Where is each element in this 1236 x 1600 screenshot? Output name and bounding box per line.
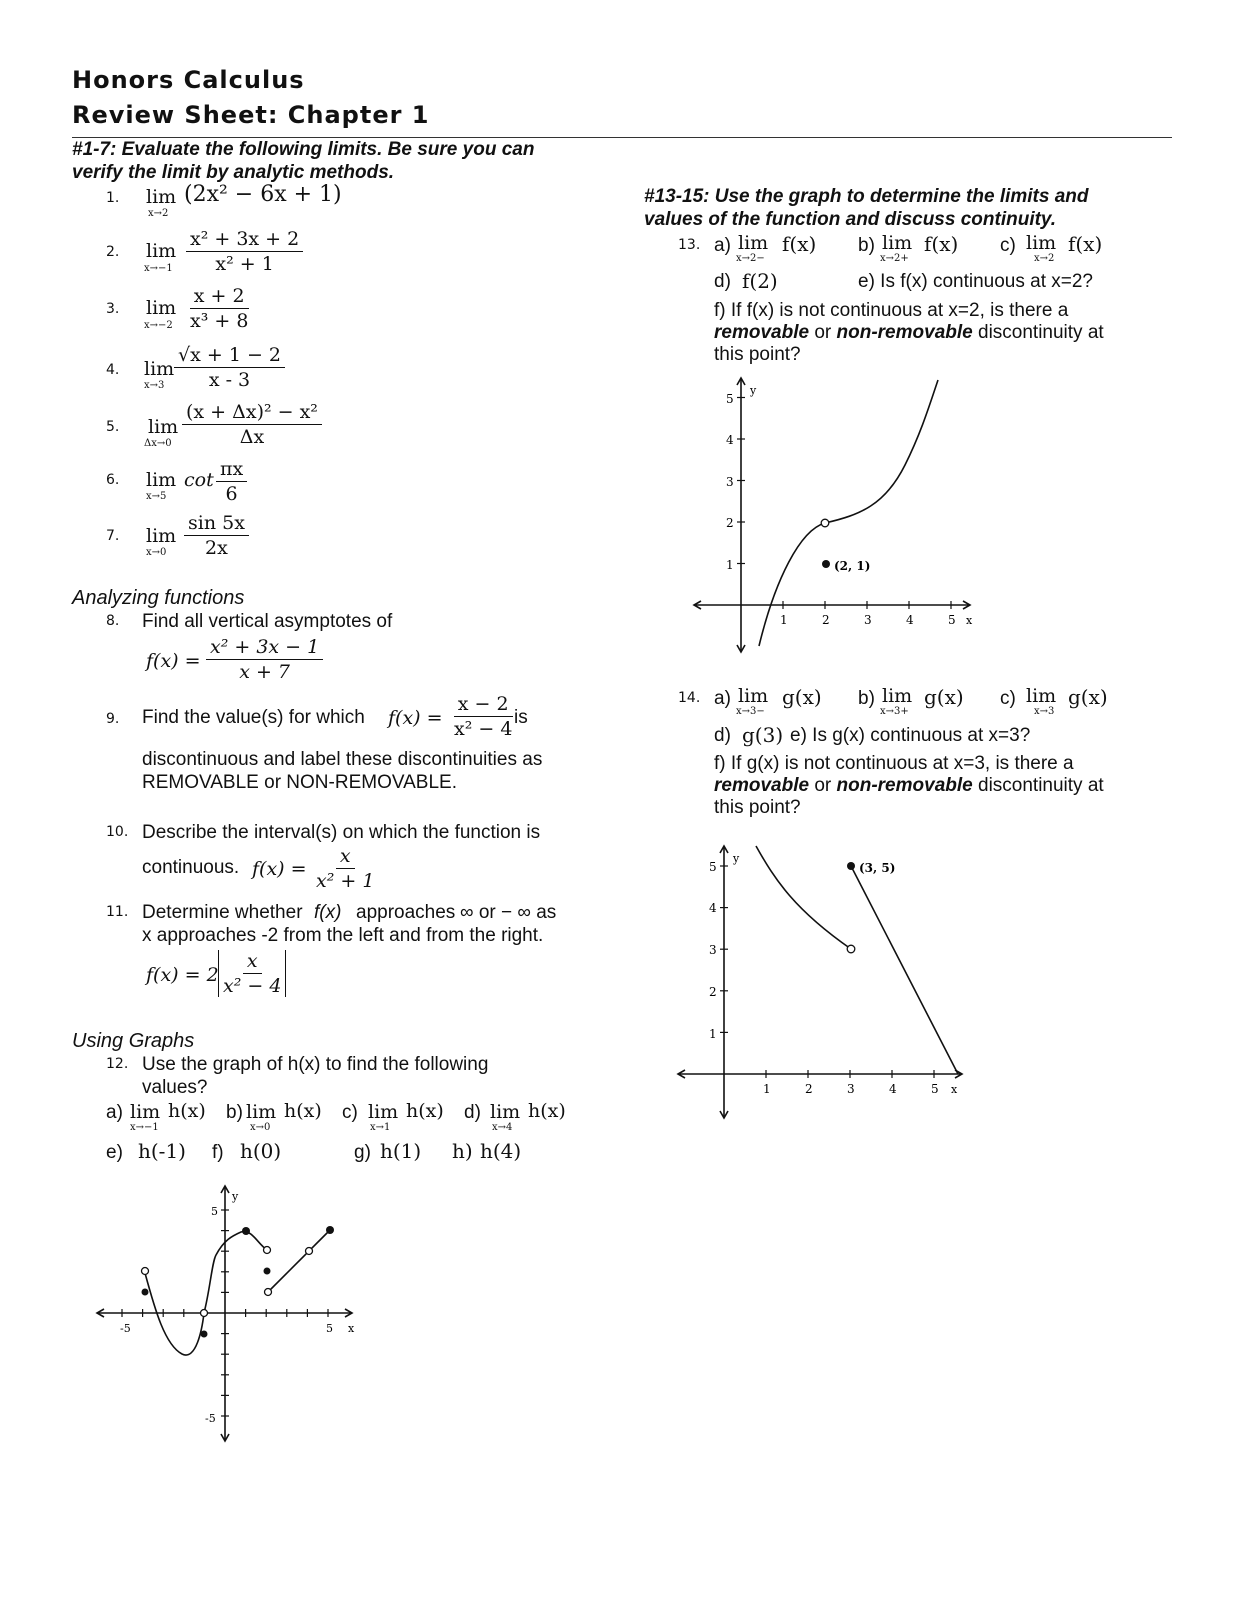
numerator: x² + 3x − 1	[206, 636, 323, 660]
g-curve-left	[756, 846, 851, 949]
denominator: 6	[225, 483, 238, 505]
numerator: x	[243, 950, 262, 974]
lim-subscript: x→2+	[880, 253, 909, 264]
x-tick-label: 3	[847, 1082, 855, 1096]
section1-instructions-line1: #1-7: Evaluate the following limits. Be sure you can	[72, 139, 535, 160]
limit-fraction	[186, 285, 252, 332]
x-tick-label: 2	[822, 613, 830, 627]
problem-text: discontinuous and label these discontinuities as	[142, 749, 543, 770]
y-axis-label: y	[733, 852, 740, 865]
part-label: c)	[1000, 688, 1016, 709]
part-f-text: this point?	[714, 797, 801, 818]
x-tick-label: 2	[805, 1082, 813, 1096]
y-tick-label: 1	[726, 558, 734, 572]
lim-label: lim	[146, 186, 177, 208]
denominator: x² + 1	[316, 870, 375, 892]
function-lhs: f(x) =	[252, 858, 307, 880]
denominator: x + 7	[239, 661, 291, 683]
problem-text: Find the value(s) for which	[142, 707, 365, 728]
limit-fraction	[174, 344, 285, 391]
lim-label: lim	[368, 1101, 399, 1123]
lim-label: lim	[146, 297, 177, 319]
part-label: d)	[714, 725, 731, 746]
limit-fraction	[216, 458, 247, 505]
y-axis-label: y	[232, 1190, 239, 1203]
problem-text: continuous.	[142, 857, 240, 878]
function-expr: h(x)	[528, 1100, 566, 1122]
problem-text: Describe the interval(s) on which the function is	[142, 822, 541, 843]
y-tick-label: 5	[726, 392, 734, 406]
denominator: x² + 1	[215, 253, 274, 275]
x-tick-label: 5	[931, 1082, 939, 1096]
numerator: (x + Δx)² − x²	[182, 401, 322, 425]
lim-subscript: x→0	[250, 1122, 271, 1133]
limit-fraction	[186, 228, 303, 275]
closed-point	[142, 1289, 149, 1296]
closed-point	[264, 1268, 271, 1275]
lim-label: lim	[146, 469, 177, 491]
lim-subscript: x→3−	[736, 706, 765, 717]
non-removable-term: non-removable	[836, 322, 973, 343]
lim-label: lim	[490, 1101, 521, 1123]
function-expr: h(0)	[240, 1139, 282, 1163]
numerator: x + 2	[190, 285, 249, 309]
page-title: Honors Calculus	[72, 66, 305, 94]
problem-number: 1.	[106, 190, 120, 206]
part-f-line2	[714, 321, 1104, 344]
x-axis-label: x	[348, 1322, 355, 1335]
y-tick-label: 3	[709, 943, 717, 957]
lim-label: lim	[1026, 232, 1057, 254]
g-line-right	[851, 866, 958, 1074]
y-tick-label: 3	[726, 475, 734, 489]
x-tick-label: 1	[763, 1082, 771, 1096]
x-tick-label: 3	[864, 613, 872, 627]
h-curve-left	[145, 1273, 204, 1355]
lim-subscript: x→4	[492, 1122, 513, 1133]
part-label: b)	[226, 1102, 243, 1123]
denominator: Δx	[239, 426, 265, 448]
y-tick-label: 1	[709, 1027, 717, 1041]
function-expr: g(x)	[782, 685, 822, 709]
open-point	[142, 1268, 149, 1275]
lim-label: lim	[882, 685, 913, 707]
closed-point	[242, 1227, 250, 1235]
lim-subscript: x→2	[148, 208, 169, 219]
function-expr: g(x)	[924, 685, 964, 709]
part-f-line2	[714, 774, 1104, 797]
x-tick-label-neg5: -5	[120, 1322, 131, 1335]
lim-subscript: Δx→0	[144, 438, 172, 449]
cot-label: cot	[184, 469, 214, 491]
lim-label: lim	[144, 358, 175, 380]
part-label: b)	[858, 688, 875, 709]
limit-fraction	[182, 401, 322, 448]
limit-fraction	[184, 512, 249, 559]
open-point	[265, 1289, 272, 1296]
problem-number: 7.	[106, 528, 120, 544]
open-point	[201, 1310, 208, 1317]
function-expr: h(-1)	[138, 1139, 186, 1163]
lim-subscript: x→−2	[144, 320, 173, 331]
lim-label: lim	[738, 685, 769, 707]
x-tick-label: 4	[906, 613, 914, 627]
problem-number: 6.	[106, 472, 120, 488]
problem-number: 12.	[106, 1056, 129, 1072]
function-expr: h(x)	[406, 1100, 444, 1122]
problem-number: 4.	[106, 362, 120, 378]
analyzing-heading: Analyzing functions	[72, 587, 245, 609]
h-curve-middle	[204, 1232, 267, 1313]
y-tick-label: 4	[709, 901, 717, 915]
part-f-text: f) If f(x) is not continuous at x=2, is there a	[714, 300, 1069, 321]
x-axis-label: x	[951, 1083, 958, 1096]
y-axis-label: y	[750, 384, 757, 397]
or-text: or	[814, 775, 832, 796]
function-expr: h(1)	[380, 1139, 422, 1163]
part-label: a)	[714, 235, 731, 256]
lim-label: lim	[882, 232, 913, 254]
or-text: or	[814, 322, 832, 343]
denominator: x³ + 8	[190, 310, 249, 332]
part-label: d)	[714, 271, 731, 292]
y-tick-label: 5	[709, 860, 717, 874]
closed-point	[822, 560, 830, 568]
problem-number: 9.	[106, 711, 120, 727]
open-point	[306, 1248, 313, 1255]
lim-label: lim	[738, 232, 769, 254]
part-label: e)	[106, 1142, 123, 1163]
numerator: √x + 1 − 2	[174, 344, 285, 368]
graph-f	[680, 372, 980, 662]
lim-subscript: x→1	[370, 1122, 391, 1133]
lim-subscript: x→−1	[130, 1122, 159, 1133]
problem-number: 10.	[106, 824, 129, 840]
y-tick-label: 2	[709, 985, 717, 999]
function-expr: h(x)	[284, 1100, 322, 1122]
x-tick-label: 5	[948, 613, 956, 627]
h-line-right	[268, 1230, 330, 1292]
lim-label: lim	[146, 525, 177, 547]
section2-instructions-line1: #13-15: Use the graph to determine the limits and	[644, 186, 1089, 207]
problem-text: Find all vertical asymptotes of	[142, 611, 393, 632]
problem-number: 5.	[106, 419, 120, 435]
function-expr: f(x)	[924, 232, 959, 256]
problem-text: x approaches -2 from the left and from the right.	[142, 925, 544, 946]
problem-12	[106, 1053, 586, 1173]
part-f-text: this point?	[714, 344, 801, 365]
section1-instructions-line2: verify the limit by analytic methods.	[72, 162, 395, 183]
problem-text: approaches	[356, 902, 456, 923]
open-point	[847, 945, 855, 953]
section2-instructions-line2: values of the function and discuss continuity.	[644, 209, 1057, 230]
part-label: c)	[342, 1102, 358, 1123]
problem-number: 3.	[106, 301, 120, 317]
problem-number: 14.	[678, 690, 701, 706]
closed-point	[847, 862, 855, 870]
discontinuity-text: discontinuity at	[978, 322, 1104, 343]
function-expr: f(2)	[742, 269, 778, 293]
function-expr: f(x)	[1068, 232, 1103, 256]
part-e-text: e) Is f(x) continuous at x=2?	[858, 271, 1093, 292]
problem-text: REMOVABLE or NON-REMOVABLE.	[142, 772, 457, 793]
removable-term: removable	[714, 322, 810, 343]
closed-point	[326, 1226, 334, 1234]
x-tick-label: 4	[889, 1082, 897, 1096]
function-fraction	[450, 693, 516, 740]
page-subtitle: Review Sheet: Chapter 1	[72, 101, 430, 129]
graph-g	[670, 838, 980, 1123]
function-expr: f(x)	[782, 232, 817, 256]
part-label: c)	[1000, 235, 1016, 256]
closed-point	[201, 1331, 208, 1338]
problem-text: ∞ or − ∞ as	[460, 902, 557, 923]
function-lhs: f(x) =	[146, 650, 201, 672]
function-lhs: f(x) = 2	[146, 964, 219, 986]
lim-label: lim	[146, 240, 177, 262]
part-label: d)	[464, 1102, 481, 1123]
removable-term: removable	[714, 775, 810, 796]
function-fraction	[312, 845, 378, 892]
problem-number: 11.	[106, 904, 129, 920]
discontinuity-text: discontinuity at	[978, 775, 1104, 796]
numerator: x² + 3x + 2	[186, 228, 303, 252]
y-tick-label-neg5: -5	[205, 1412, 216, 1425]
problem-text: Use the graph of h(x) to find the following	[142, 1054, 489, 1075]
problem-number: 13.	[678, 237, 701, 253]
lim-subscript: x→3+	[880, 706, 909, 717]
open-point	[264, 1247, 271, 1254]
y-tick-label: 4	[726, 433, 734, 447]
y-tick-label-5: 5	[211, 1205, 218, 1218]
lim-label: lim	[1026, 685, 1057, 707]
non-removable-term: non-removable	[836, 775, 973, 796]
problem-number: 2.	[106, 244, 120, 260]
part-e-text: e) Is g(x) continuous at x=3?	[790, 725, 1031, 746]
problem-number: 8.	[106, 613, 120, 629]
problem-text: is	[514, 707, 528, 728]
lim-subscript: x→0	[146, 547, 167, 558]
function-expr: h(4)	[480, 1139, 522, 1163]
part-label: b)	[858, 235, 875, 256]
lim-label: lim	[246, 1101, 277, 1123]
problem-13	[678, 232, 1178, 372]
lim-label: lim	[130, 1101, 161, 1123]
lim-subscript: x→3	[144, 380, 165, 391]
lim-subscript: x→2−	[736, 253, 765, 264]
part-f-text: f) If g(x) is not continuous at x=3, is there a	[714, 753, 1074, 774]
part-label: g)	[354, 1142, 371, 1163]
function-lhs: f(x) =	[388, 707, 443, 729]
numerator: x	[336, 845, 355, 869]
y-tick-label: 2	[726, 516, 734, 530]
numerator: sin 5x	[184, 512, 249, 536]
denominator: x² − 4	[223, 975, 282, 997]
problem-text: f(x)	[314, 902, 342, 923]
problem-14	[678, 685, 1178, 825]
denominator: x - 3	[208, 369, 251, 391]
graphs-heading: Using Graphs	[72, 1030, 195, 1052]
point-label: (3, 5)	[859, 861, 896, 875]
lim-subscript: x→3	[1034, 706, 1055, 717]
part-label: a)	[714, 688, 731, 709]
x-tick-label: 1	[780, 613, 788, 627]
part-label: a)	[106, 1102, 123, 1123]
problem-text: values?	[142, 1077, 208, 1098]
lim-label: lim	[148, 416, 179, 438]
part-label: h)	[452, 1139, 473, 1163]
function-expr: g(x)	[1068, 685, 1108, 709]
function-expr: h(x)	[168, 1100, 206, 1122]
lim-subscript: x→5	[146, 491, 167, 502]
open-point	[821, 519, 829, 527]
numerator: πx	[216, 458, 247, 482]
point-label: (2, 1)	[834, 559, 871, 573]
function-fraction	[206, 636, 323, 683]
limit-expression: (2x² − 6x + 1)	[184, 182, 342, 207]
part-label: f)	[212, 1142, 224, 1163]
problem-text: Determine whether	[142, 902, 303, 923]
function-expr: g(3)	[742, 723, 784, 747]
numerator: x − 2	[454, 693, 513, 717]
f-curve	[759, 380, 938, 646]
denominator: 2x	[205, 537, 228, 559]
lim-subscript: x→−1	[144, 263, 173, 274]
graph-h	[90, 1182, 380, 1452]
x-tick-label-5: 5	[326, 1322, 333, 1335]
denominator: x² − 4	[454, 718, 513, 740]
absolute-value-fraction	[218, 950, 286, 997]
x-axis-label: x	[966, 614, 973, 627]
lim-subscript: x→2	[1034, 253, 1055, 264]
